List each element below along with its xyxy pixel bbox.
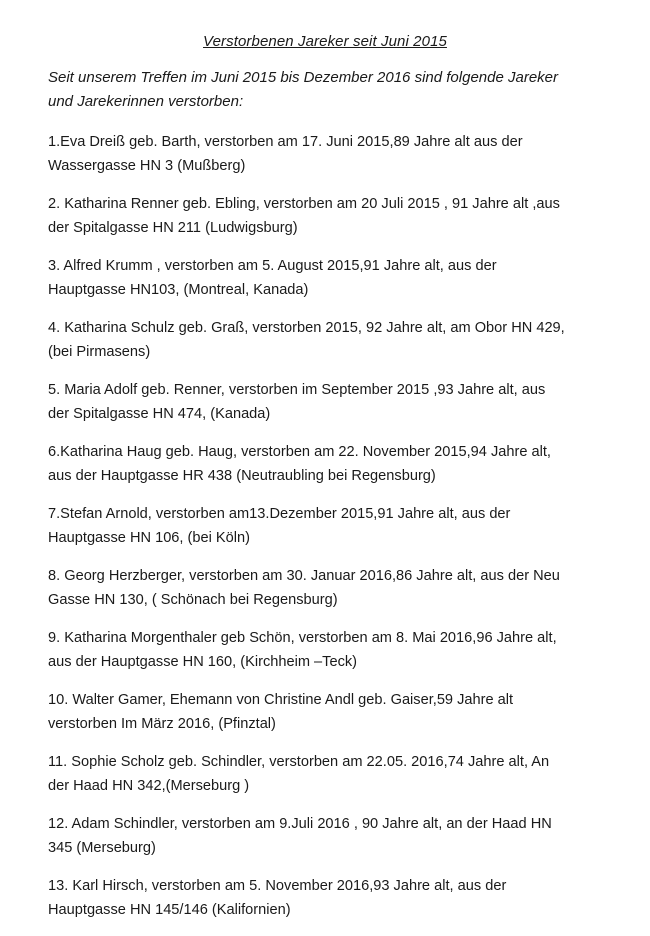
- entry-line: der Spitalgasse HN 474, (Kanada): [48, 406, 271, 422]
- intro-paragraph: [48, 66, 618, 114]
- entry-line: 1.Eva Dreiß geb. Barth, verstorben am 17. Juni 2015,89 Jahre alt aus der: [48, 134, 523, 150]
- obituary-entry: [48, 874, 613, 922]
- entry-line: 12. Adam Schindler, verstorben am 9.Juli 2016 , 90 Jahre alt, an der Haad HN: [48, 816, 552, 832]
- entry-line: Hauptgasse HN 106, (bei Köln): [48, 530, 250, 546]
- obituary-entry: [48, 626, 613, 674]
- obituary-entry: [48, 440, 613, 488]
- entry-line: der Spitalgasse HN 211 (Ludwigsburg): [48, 220, 298, 236]
- intro-line: und Jarekerinnen verstorben:: [48, 93, 244, 110]
- obituary-entry: [48, 688, 613, 736]
- obituary-list: [48, 130, 613, 936]
- obituary-entry: [48, 130, 613, 178]
- obituary-entry: [48, 378, 613, 426]
- entry-line: Gasse HN 130, ( Schönach bei Regensburg): [48, 592, 338, 608]
- entry-line: Wassergasse HN 3 (Mußberg): [48, 158, 246, 174]
- entry-line: 7.Stefan Arnold, verstorben am13.Dezember 2015,91 Jahre alt, aus der: [48, 506, 511, 522]
- entry-line: 5. Maria Adolf geb. Renner, verstorben im September 2015 ,93 Jahre alt, aus: [48, 382, 546, 398]
- entry-line: verstorben Im März 2016, (Pfinztal): [48, 716, 276, 732]
- intro-line: Seit unserem Treffen im Juni 2015 bis Dezember 2016 sind folgende Jareker: [48, 69, 558, 86]
- obituary-entry: [48, 254, 613, 302]
- entry-line: der Haad HN 342,(Merseburg ): [48, 778, 250, 794]
- entry-line: (bei Pirmasens): [48, 344, 151, 360]
- document-title: Verstorbenen Jareker seit Juni 2015: [203, 33, 447, 50]
- entry-line: 9. Katharina Morgenthaler geb Schön, verstorben am 8. Mai 2016,96 Jahre alt,: [48, 630, 557, 646]
- entry-line: 2. Katharina Renner geb. Ebling, verstorben am 20 Juli 2015 , 91 Jahre alt ,aus: [48, 196, 560, 212]
- entry-line: 6.Katharina Haug geb. Haug, verstorben am 22. November 2015,94 Jahre alt,: [48, 444, 551, 460]
- entry-line: 11. Sophie Scholz geb. Schindler, verstorben am 22.05. 2016,74 Jahre alt, An: [48, 754, 550, 770]
- entry-line: Hauptgasse HN103, (Montreal, Kanada): [48, 282, 309, 298]
- entry-line: 10. Walter Gamer, Ehemann von Christine Andl geb. Gaiser,59 Jahre alt: [48, 692, 514, 708]
- obituary-entry: [48, 564, 613, 612]
- entry-line: Hauptgasse HN 145/146 (Kalifornien): [48, 902, 291, 918]
- obituary-entry: [48, 192, 613, 240]
- obituary-entry: [48, 750, 613, 798]
- obituary-entry: [48, 812, 613, 860]
- entry-line: aus der Hauptgasse HR 438 (Neutraubling bei Regensburg): [48, 468, 436, 484]
- entry-line: 4. Katharina Schulz geb. Graß, verstorben 2015, 92 Jahre alt, am Obor HN 429,: [48, 320, 565, 336]
- entry-line: 8. Georg Herzberger, verstorben am 30. Januar 2016,86 Jahre alt, aus der Neu: [48, 568, 560, 584]
- obituary-entry: [48, 316, 613, 364]
- entry-line: 3. Alfred Krumm , verstorben am 5. August 2015,91 Jahre alt, aus der: [48, 258, 497, 274]
- obituary-entry: [48, 502, 613, 550]
- entry-line: 13. Karl Hirsch, verstorben am 5. November 2016,93 Jahre alt, aus der: [48, 878, 507, 894]
- entry-line: aus der Hauptgasse HN 160, (Kirchheim –Teck): [48, 654, 358, 670]
- entry-line: 345 (Merseburg): [48, 840, 156, 856]
